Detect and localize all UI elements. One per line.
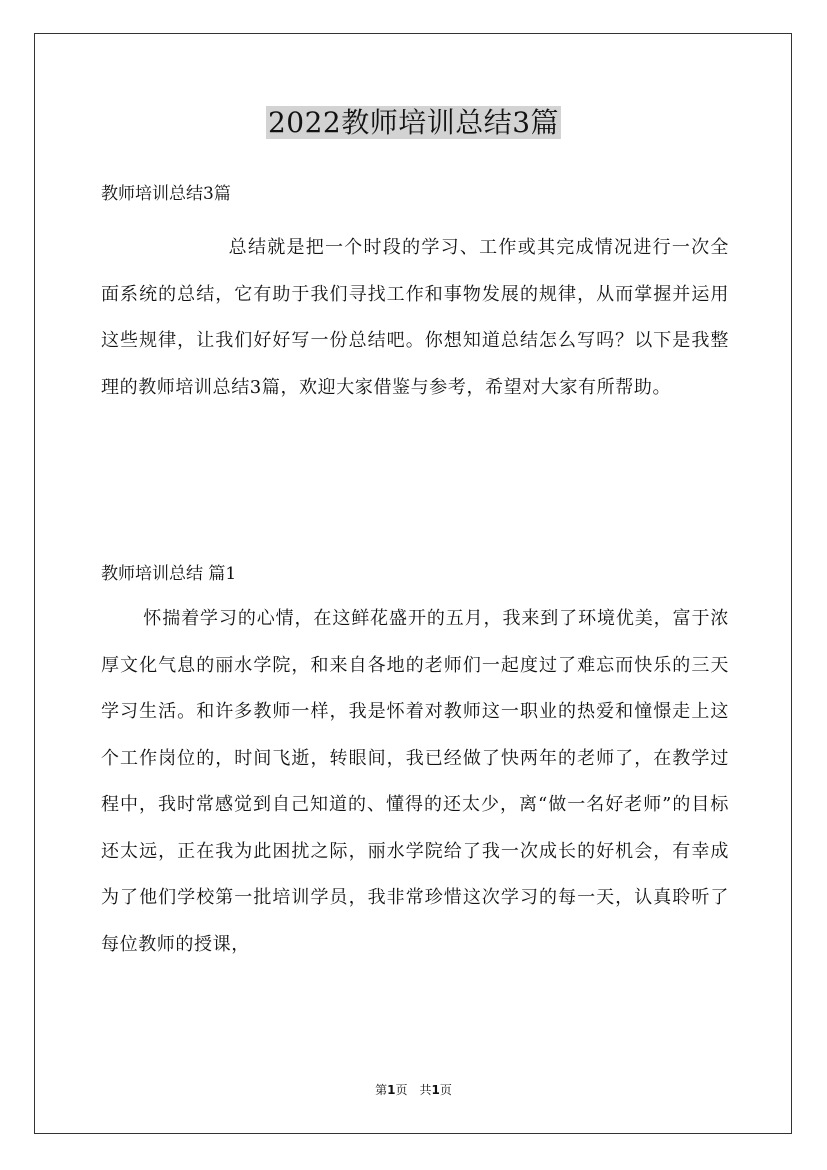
body-paragraph-text: 怀揣着学习的心情，在这鲜花盛开的五月，我来到了环境优美，富于浓厚文化气息的丽水学院，和来自各地的老师们一起度过了难忘而快乐的三天学习生活。和许多教师一样，我是怀着对教师这一职业的热爱和憧憬走上这个工作岗位的，时间飞逝，转眼间，我已经做了快两年的老师了，在教学过程中，我时常感觉到自己知道的、懂得的还太少，离“做一名好老师”的目标还太远，正在我为此困扰之际，丽水学院给了我一次成长的好机会，有幸成为了他们学校第一批培训学员，我非常珍惜这次学习的每一天，认真聆听了每位教师的授课， [101, 608, 729, 955]
intro-paragraph [101, 225, 729, 411]
document-title [0, 100, 827, 146]
page-footer [0, 1082, 827, 1098]
section-heading: 教师培训总结 篇1 [101, 564, 237, 584]
document-subtitle: 教师培训总结3篇 [101, 184, 231, 204]
footer-total-suffix: 页 [439, 1083, 452, 1097]
document-title-text: 2022教师培训总结3篇 [267, 106, 560, 139]
intro-paragraph-text: 总结就是把一个时段的学习、工作或其完成情况进行一次全面系统的总结，它有助于我们寻找工作和事物发展的规律，从而掌握并运用这些规律，让我们好好写一份总结吧。你想知道总结怎么写吗？以下是我整理的教师培训总结3篇，欢迎大家借鉴与参考，希望对大家有所帮助。 [101, 237, 729, 398]
footer-page-prefix: 第 [375, 1083, 388, 1097]
footer-page-current: 1 [387, 1083, 396, 1097]
footer-page-suffix: 页 [395, 1083, 408, 1097]
body-paragraph [101, 596, 729, 968]
footer-page-total: 1 [431, 1083, 440, 1097]
footer-total-prefix: 共 [419, 1083, 432, 1097]
